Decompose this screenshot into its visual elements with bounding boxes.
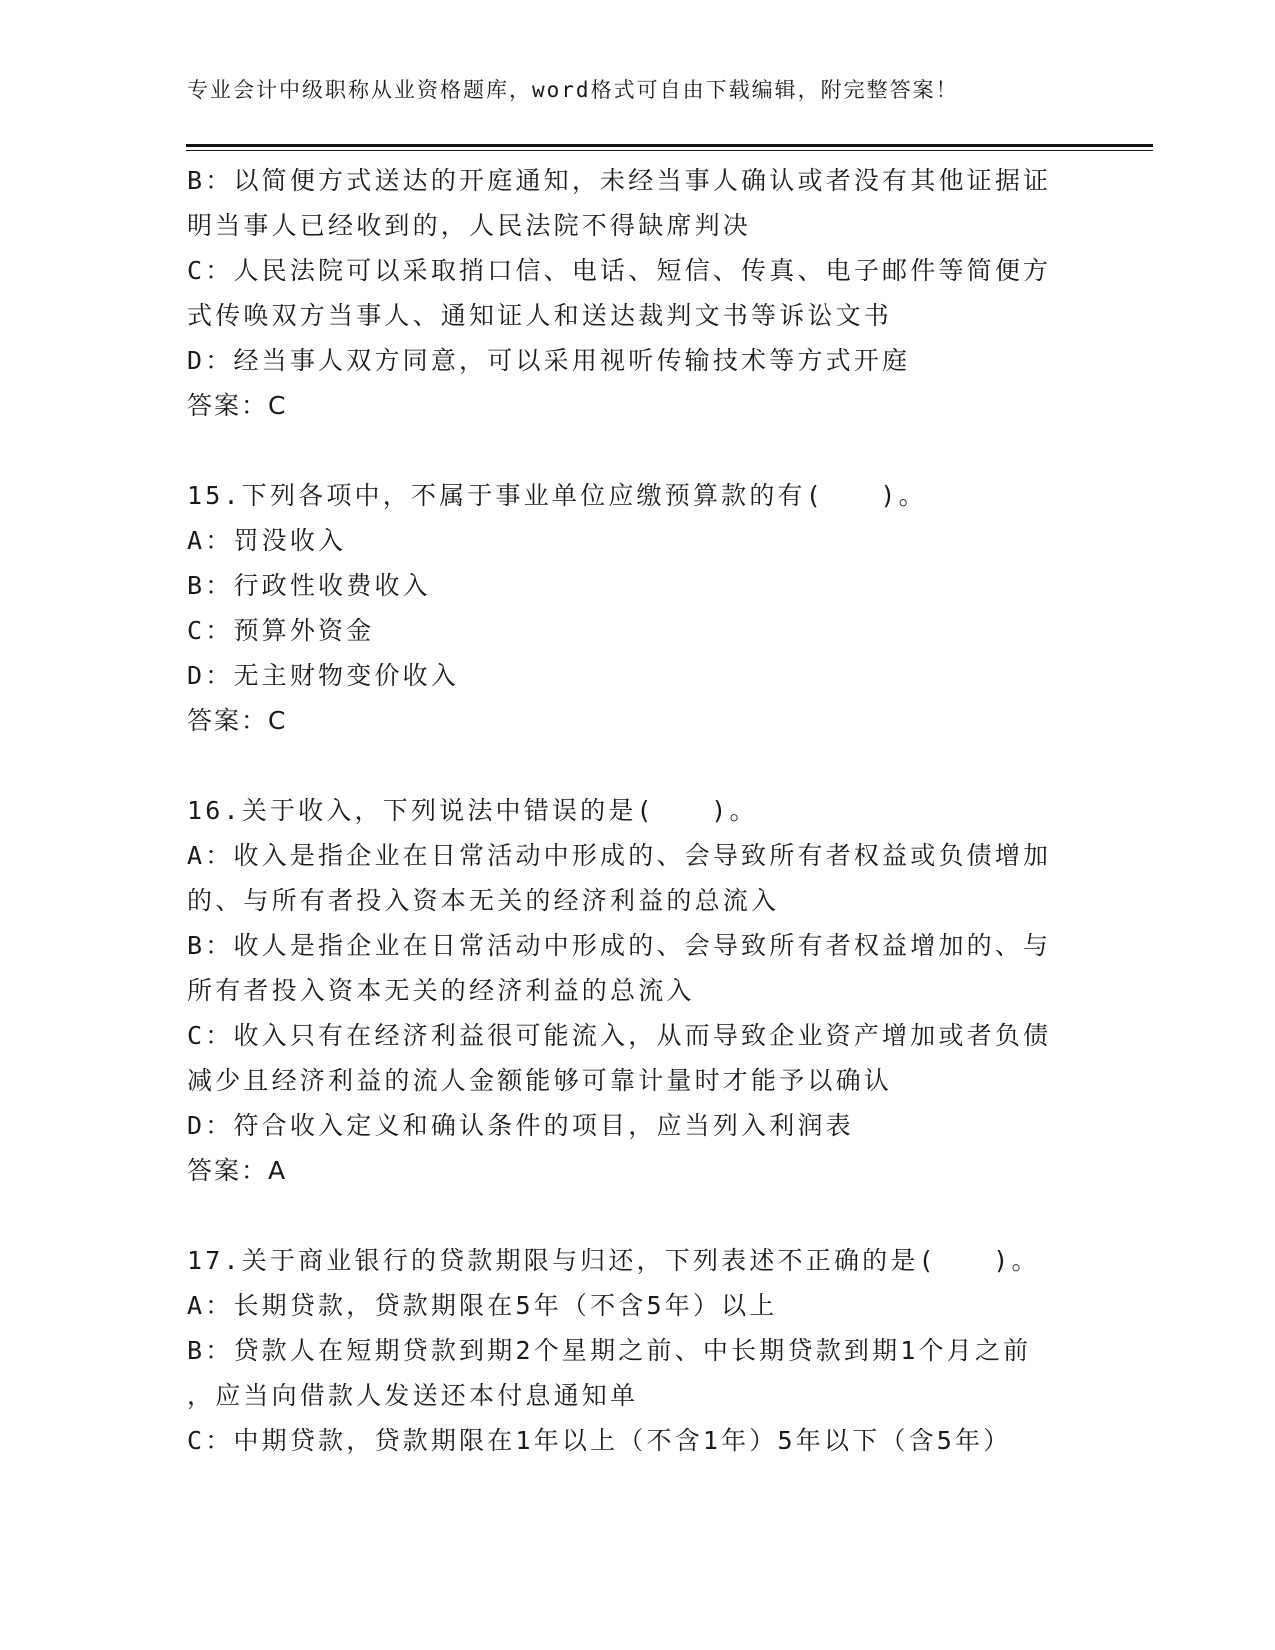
q14-option-c-line1: C：人民法院可以采取捎口信、电话、短信、传真、电子邮件等简便方 [187,256,1052,285]
q15-option-c: C：预算外资金 [187,616,375,645]
header-rule-thick [186,144,1153,147]
spacer [187,743,1087,788]
q17-option-b-line2: ，应当向借款人发送还本付息通知单 [187,1381,639,1410]
q16-option-b-line1: B：收人是指企业在日常活动中形成的、会导致所有者权益增加的、与 [187,931,1052,960]
q17-option-b-line1: B：贷款人在短期贷款到期2个星期之前、中长期贷款到期1个月之前 [187,1336,1032,1365]
page-header: 专业会计中级职称从业资格题库，word格式可自由下载编辑，附完整答案！ [187,78,959,102]
spacer [187,428,1087,473]
q16-question: 16.关于收入，下列说法中错误的是( )。 [187,796,758,825]
spacer [187,1193,1087,1238]
q16-option-c-line1: C：收入只有在经济利益很可能流入，从而导致企业资产增加或者负债 [187,1021,1052,1050]
q16-option-c-line2: 减少且经济利益的流人金额能够可靠计量时才能予以确认 [187,1066,893,1095]
q15-answer: 答案：C [187,706,288,735]
question-content [187,158,1087,1463]
q16-option-a-line1: A：收入是指企业在日常活动中形成的、会导致所有者权益或负债增加 [187,841,1052,870]
q15-option-b: B：行政性收费收入 [187,571,431,600]
q16-option-d: D：符合收入定义和确认条件的项目，应当列入利润表 [187,1111,854,1140]
header-rule-thin [186,150,1153,151]
q14-option-b-line2: 明当事人已经收到的，人民法院不得缺席判决 [187,211,752,240]
q14-option-b-line1: B：以简便方式送达的开庭通知，未经当事人确认或者没有其他证据证 [187,166,1052,195]
q17-question: 17.关于商业银行的贷款期限与归还，下列表述不正确的是( )。 [187,1246,1040,1275]
q15-question: 15.下列各项中，不属于事业单位应缴预算款的有( )。 [187,481,927,510]
q15-option-d: D：无主财物变价收入 [187,661,460,690]
q16-option-b-line2: 所有者投入资本无关的经济利益的总流入 [187,976,695,1005]
q14-answer: 答案：C [187,391,288,420]
q17-option-a: A：长期贷款，贷款期限在5年（不含5年）以上 [187,1291,778,1320]
q16-option-a-line2: 的、与所有者投入资本无关的经济利益的总流入 [187,886,780,915]
q14-option-c-line2: 式传唤双方当事人、通知证人和送达裁判文书等诉讼文书 [187,301,893,330]
q15-option-a: A：罚没收入 [187,526,347,555]
q17-option-c: C：中期贷款，贷款期限在1年以上（不含1年）5年以下（含5年） [187,1426,1012,1455]
q16-answer: 答案：A [187,1156,288,1185]
q14-option-d: D：经当事人双方同意，可以采用视听传输技术等方式开庭 [187,346,911,375]
